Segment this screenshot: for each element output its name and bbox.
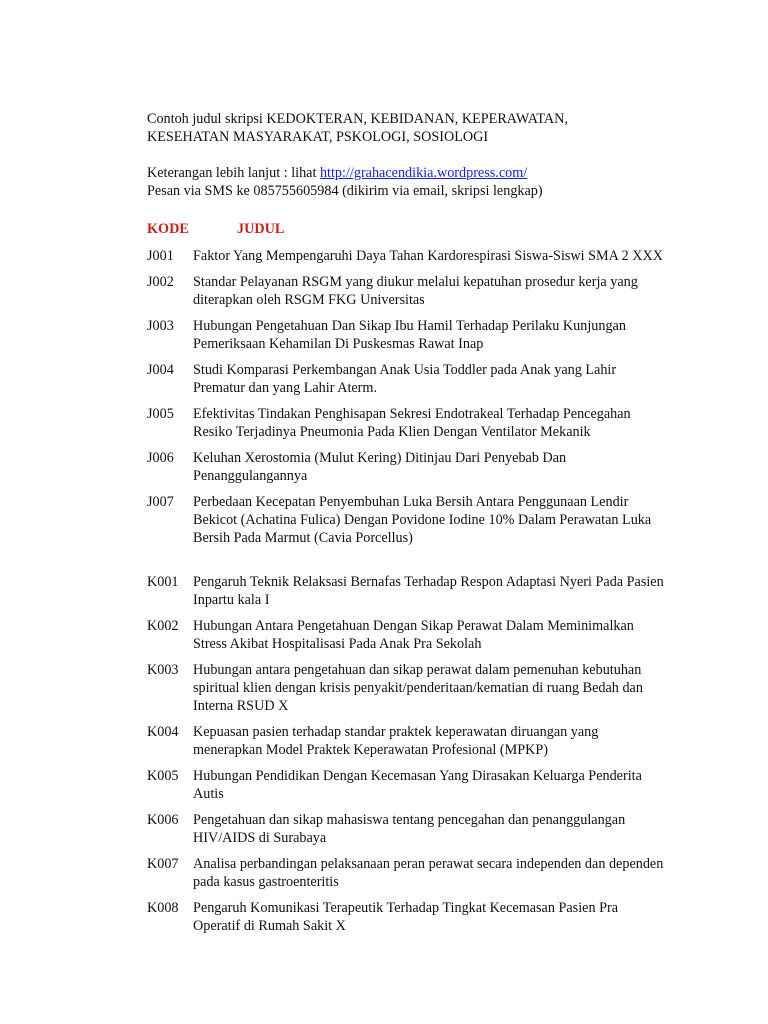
row-code: K008: [147, 900, 179, 916]
header-title: JUDUL: [237, 221, 285, 237]
table-row: [147, 317, 667, 353]
table-row: [147, 767, 667, 803]
row-code: J006: [147, 450, 174, 466]
header-code: KODE: [147, 221, 189, 237]
row-code: K003: [147, 662, 179, 678]
row-code: J002: [147, 274, 174, 290]
row-title: Studi Komparasi Perkembangan Anak Usia Toddler pada Anak yang Lahir Prematur dan yang Lahir Aterm.: [193, 362, 617, 396]
detail-link[interactable]: http://grahacendikia.wordpress.com/: [319, 165, 528, 181]
row-title: Pengaruh Komunikasi Terapeutik Terhadap Tingkat Kecemasan Pasien Pra Operatif di Rumah Sakit X: [193, 900, 618, 934]
row-title: Perbedaan Kecepatan Penyembuhan Luka Bersih Antara Penggunaan Lendir Bekicot (Achatina Fulica) Dengan Povidone Iodine 10% Dalam Perawatan Luka Bersih Pada Marmut (Cavia Porcellus): [193, 494, 652, 546]
table-row: [147, 247, 667, 265]
row-title: Hubungan Pengetahuan Dan Sikap Ibu Hamil Terhadap Perilaku Kunjungan Pemeriksaan Kehamilan Di Puskesmas Rawat Inap: [193, 318, 626, 352]
table-row: [147, 723, 667, 759]
detail-line: [147, 164, 667, 182]
table-row: [147, 449, 667, 485]
table-row: [147, 855, 667, 891]
document-content: [147, 110, 667, 935]
row-code: J004: [147, 362, 174, 378]
table-row: [147, 273, 667, 309]
table-row: [147, 493, 667, 547]
intro-line-2: KESEHATAN MASYARAKAT, PSKOLOGI, SOSIOLOGI: [147, 129, 489, 145]
table-row: [147, 617, 667, 653]
row-code: K002: [147, 618, 179, 634]
table-row: [147, 405, 667, 441]
intro-line-1: Contoh judul skripsi KEDOKTERAN, KEBIDANAN, KEPERAWATAN,: [147, 111, 568, 127]
row-title: Faktor Yang Mempengaruhi Daya Tahan Kardorespirasi Siswa-Siswi SMA 2 XXX: [193, 248, 664, 264]
table-row: [147, 661, 667, 715]
row-code: K006: [147, 812, 179, 828]
row-code: K004: [147, 724, 179, 740]
row-title: Hubungan Antara Pengetahuan Dengan Sikap Perawat Dalam Meminimalkan Stress Akibat Hospitalisasi Pada Anak Pra Sekolah: [193, 618, 634, 652]
row-code: K001: [147, 574, 179, 590]
row-title: Pengetahuan dan sikap mahasiswa tentang pencegahan dan penanggulangan HIV/AIDS di Surabaya: [193, 812, 626, 846]
table-row: [147, 811, 667, 847]
row-title: Kepuasan pasien terhadap standar praktek keperawatan diruangan yang menerapkan Model Praktek Keperawatan Profesional (MPKP): [193, 724, 599, 758]
table-header: [147, 220, 667, 238]
info-block: [147, 164, 667, 200]
detail-prefix: Keterangan lebih lanjut : lihat: [147, 165, 320, 181]
row-title: Standar Pelayanan RSGM yang diukur melalui kepatuhan prosedur kerja yang diterapkan oleh RSGM FKG Universitas: [193, 274, 638, 308]
row-code: K005: [147, 768, 179, 784]
row-code: J007: [147, 494, 174, 510]
table-row: [147, 899, 667, 935]
sms-line: Pesan via SMS ke 085755605984 (dikirim via email, skripsi lengkap): [147, 183, 543, 199]
table-row: [147, 573, 667, 609]
row-title: Hubungan antara pengetahuan dan sikap perawat dalam pemenuhan kebutuhan spiritual klien dengan krisis penyakit/penderitaan/kematian di ruang Bedah dan Interna RSUD X: [193, 662, 643, 714]
row-title: Keluhan Xerostomia (Mulut Kering) Ditinjau Dari Penyebab Dan Penanggulangannya: [193, 450, 567, 484]
row-title: Pengaruh Teknik Relaksasi Bernafas Terhadap Respon Adaptasi Nyeri Pada Pasien Inpartu kala I: [193, 574, 664, 608]
row-code: J003: [147, 318, 174, 334]
row-title: Analisa perbandingan pelaksanaan peran perawat secara independen dan dependen pada kasus gastroenteritis: [193, 856, 664, 890]
row-title: Hubungan Pendidikan Dengan Kecemasan Yang Dirasakan Keluarga Penderita Autis: [193, 768, 642, 802]
intro-block: [147, 110, 667, 146]
row-title: Efektivitas Tindakan Penghisapan Sekresi Endotrakeal Terhadap Pencegahan Resiko Terjadinya Pneumonia Pada Klien Dengan Ventilator Mekanik: [193, 406, 631, 440]
row-code: J001: [147, 248, 174, 264]
table-row: [147, 361, 667, 397]
row-code: K007: [147, 856, 179, 872]
row-code: J005: [147, 406, 174, 422]
